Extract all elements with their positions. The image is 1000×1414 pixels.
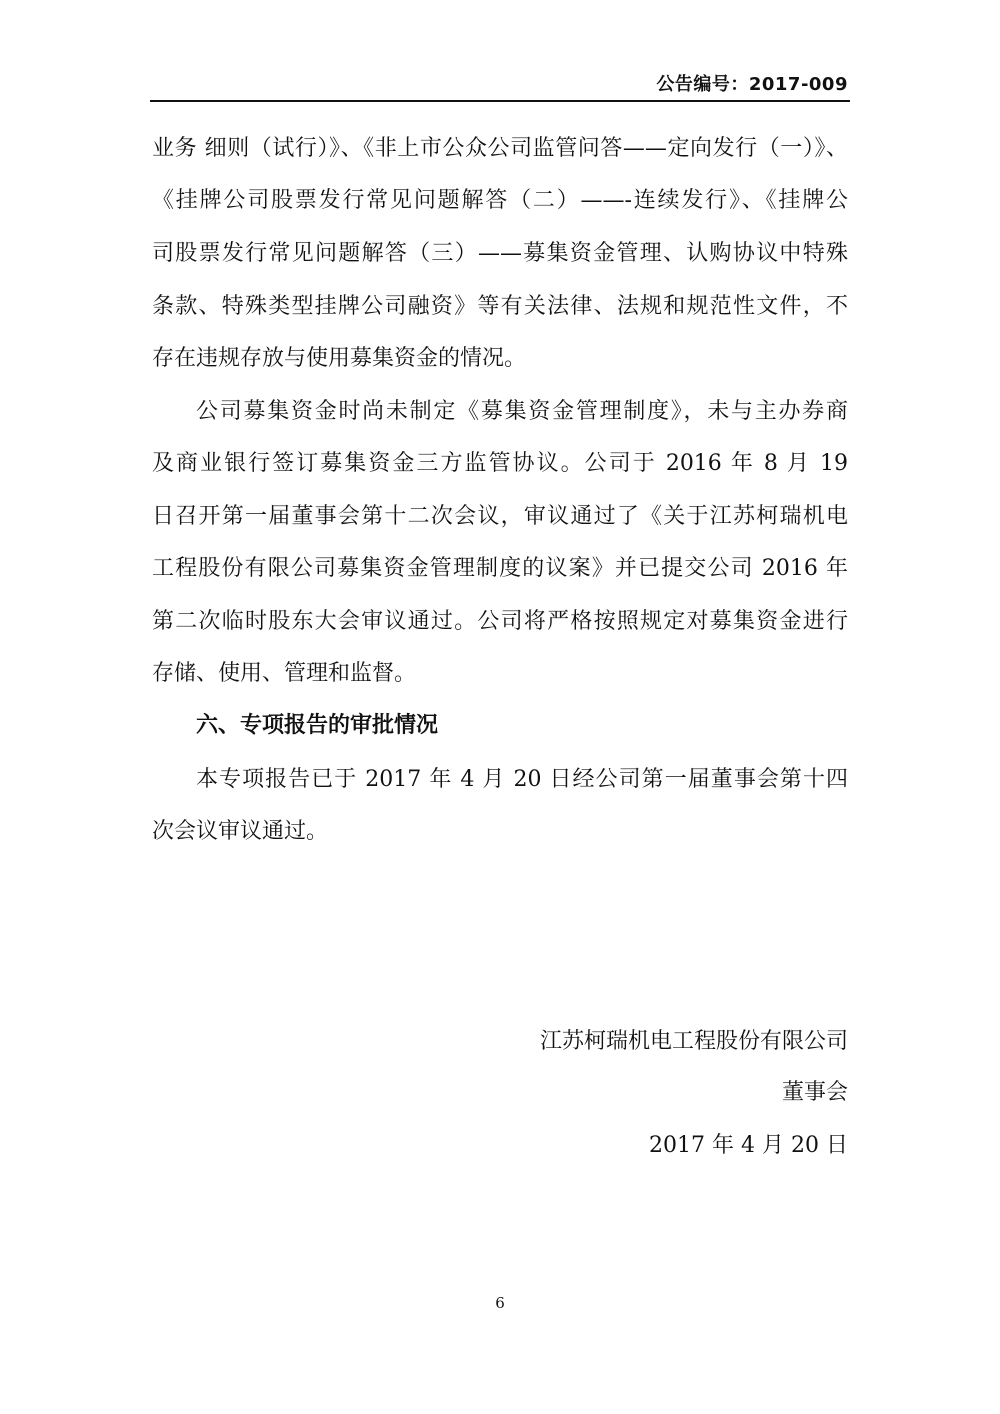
text-line: 及商业银行签订募集资金三方监管协议。公司于 2016 年 8 月 19 xyxy=(152,451,848,476)
text-line: 本专项报告已于 2017 年 4 月 20 日经公司第一届董事会第十四 xyxy=(196,767,848,792)
text-line: 条款、特殊类型挂牌公司融资》等有关法律、法规和规范性文件，不 xyxy=(152,294,848,319)
signature-company: 江苏柯瑞机电工程股份有限公司 xyxy=(539,1029,848,1054)
header-rule xyxy=(150,100,850,102)
text-line: 公司募集资金时尚未制定《募集资金管理制度》，未与主办券商 xyxy=(196,399,848,424)
announcement-number: 公告编号：2017-009 xyxy=(656,74,848,95)
text-line: 日召开第一届董事会第十二次会议，审议通过了《关于江苏柯瑞机电 xyxy=(152,504,848,529)
text-line: 存储、使用、管理和监督。 xyxy=(152,661,417,686)
text-line: 存在违规存放与使用募集资金的情况。 xyxy=(152,346,527,371)
signature-date: 2017 年 4 月 20 日 xyxy=(649,1133,848,1158)
signature-board: 董事会 xyxy=(781,1080,848,1105)
page-number: 6 xyxy=(495,1294,505,1312)
text-line: 工程股份有限公司募集资金管理制度的议案》并已提交公司 2016 年 xyxy=(152,556,848,581)
text-line: 第二次临时股东大会审议通过。公司将严格按照规定对募集资金进行 xyxy=(152,609,848,634)
text-line: 《挂牌公司股票发行常见问题解答（二）——-连续发行》、《挂牌公 xyxy=(152,188,848,213)
text-line: 次会议审议通过。 xyxy=(152,819,329,844)
text-line: 司股票发行常见问题解答（三）——募集资金管理、认购协议中特殊 xyxy=(152,241,848,266)
section-heading: 六、专项报告的审批情况 xyxy=(196,713,439,738)
text-line: 业务 细则（试行）》、《非上市公众公司监管问答——定向发行（一）》、 xyxy=(152,136,848,161)
